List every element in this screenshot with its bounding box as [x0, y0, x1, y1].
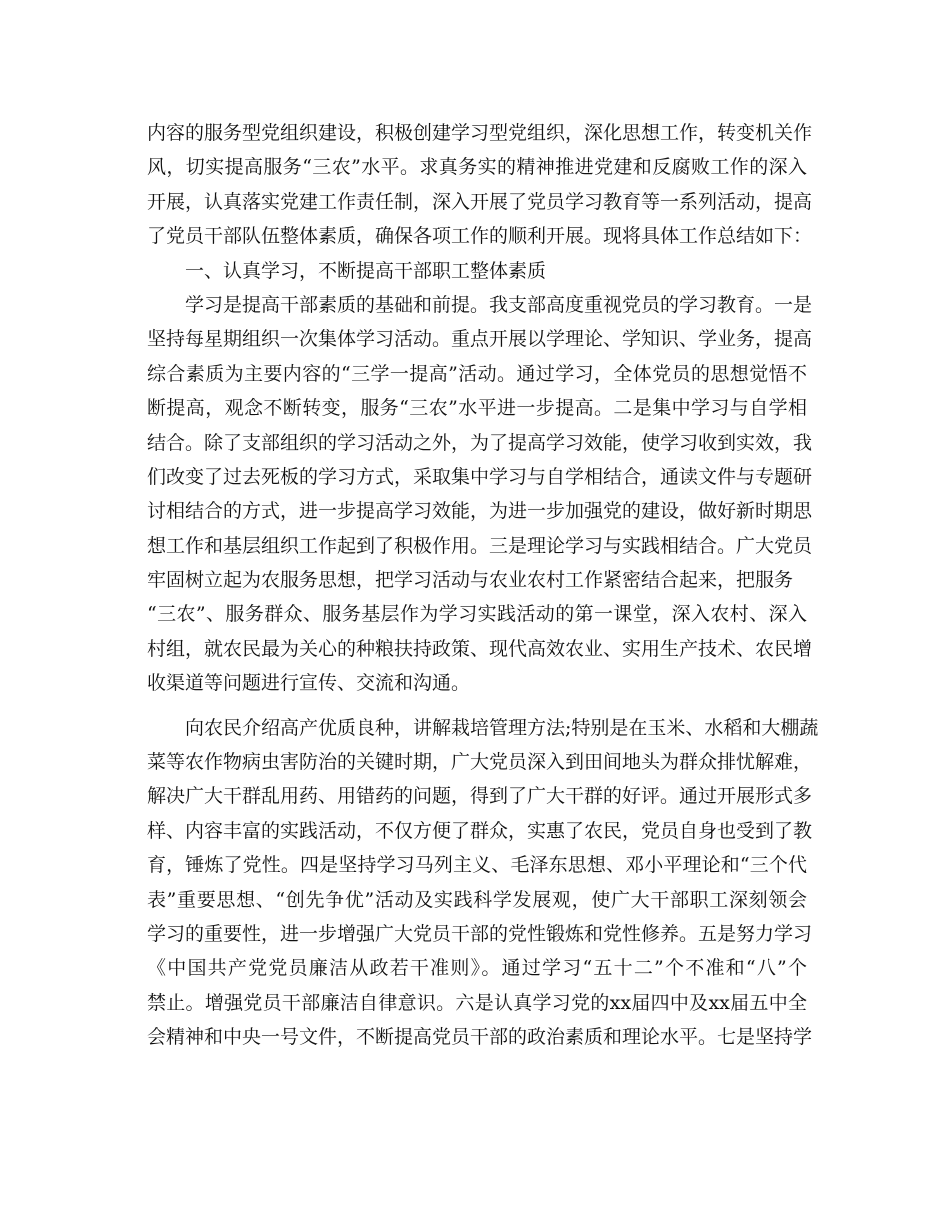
- text-line: 菜等农作物病虫害防治的关键时期，广大党员深入到田间地头为群众排忧解难，: [147, 751, 813, 774]
- section-heading: 一、认真学习，不断提高干部职工整体素质: [147, 259, 547, 282]
- text-line: 断提高，观念不断转变，服务“三农”水平进一步提高。二是集中学习与自学相: [147, 397, 807, 420]
- text-line: 收渠道等问题进行宣传、交流和沟通。: [147, 672, 471, 695]
- text-line: 想工作和基层组织工作起到了积极作用。三是理论学习与实践相结合。广大党员: [147, 534, 813, 557]
- text-line: 综合素质为主要内容的“三学一提高”活动。通过学习，全体党员的思想觉悟不: [147, 362, 807, 385]
- text-line: 坚持每星期组织一次集体学习活动。重点开展以学理论、学知识、学业务，提高: [147, 328, 813, 351]
- text-line: 牢固树立起为农服务思想，把学习活动与农业农村工作紧密结合起来，把服务: [147, 569, 794, 592]
- text-line: 会精神和中央一号文件，不断提高党员干部的政治素质和理论水平。七是坚持学: [147, 1026, 813, 1049]
- text-line: 表”重要思想、“创先争优”活动及实践科学发展观，使广大干部职工深刻领会: [147, 888, 807, 911]
- text-line: 《中国共产党党员廉洁从政若干准则》。通过学习“五十二”个不准和“八”个: [147, 957, 807, 980]
- text-line: 学习是提高干部素质的基础和前提。我支部高度重视党员的学习教育。一是: [147, 293, 813, 316]
- text-line: 讨相结合的方式，进一步提高学习效能，为进一步加强党的建设，做好新时期思: [147, 500, 813, 523]
- text-line: 风，切实提高服务“三农”水平。求真务实的精神推进党建和反腐败工作的深入: [147, 156, 807, 179]
- text-line: 了党员干部队伍整体素质，确保各项工作的顺利开展。现将具体工作总结如下：: [147, 225, 813, 248]
- text-line: 育，锤炼了党性。四是坚持学习马列主义、毛泽东思想、邓小平理论和“三个代: [147, 854, 807, 877]
- text-line: 样、内容丰富的实践活动，不仅方便了群众，实惠了农民，党员自身也受到了教: [147, 819, 813, 842]
- text-line: 们改变了过去死板的学习方式，采取集中学习与自学相结合，通读文件与专题研: [147, 465, 813, 488]
- text-line: 村组，就农民最为关心的种粮扶持政策、现代高效农业、实用生产技术、农民增: [147, 637, 813, 660]
- text-line: 解决广大干群乱用药、用错药的问题，得到了广大干群的好评。通过开展形式多: [147, 785, 813, 808]
- text-line: “三农”、服务群众、服务基层作为学习实践活动的第一课堂，深入农村、深入: [147, 603, 807, 626]
- text-line: 开展，认真落实党建工作责任制，深入开展了党员学习教育等一系列活动，提高: [147, 190, 813, 213]
- text-line: 结合。除了支部组织的学习活动之外，为了提高学习效能，使学习收到实效，我: [147, 431, 813, 454]
- text-line: 禁止。增强党员干部廉洁自律意识。六是认真学习党的xx届四中及xx届五中全: [147, 991, 807, 1014]
- text-line: 向农民介绍高产优质良种，讲解栽培管理方法;特别是在玉米、水稻和大棚蔬: [147, 716, 819, 739]
- text-line: 学习的重要性，进一步增强广大党员干部的党性锻炼和党性修养。五是努力学习: [147, 922, 813, 945]
- document-body: [147, 116, 819, 1055]
- text-line: 内容的服务型党组织建设，积极创建学习型党组织，深化思想工作，转变机关作: [147, 122, 813, 144]
- paragraph-gap: [147, 701, 807, 711]
